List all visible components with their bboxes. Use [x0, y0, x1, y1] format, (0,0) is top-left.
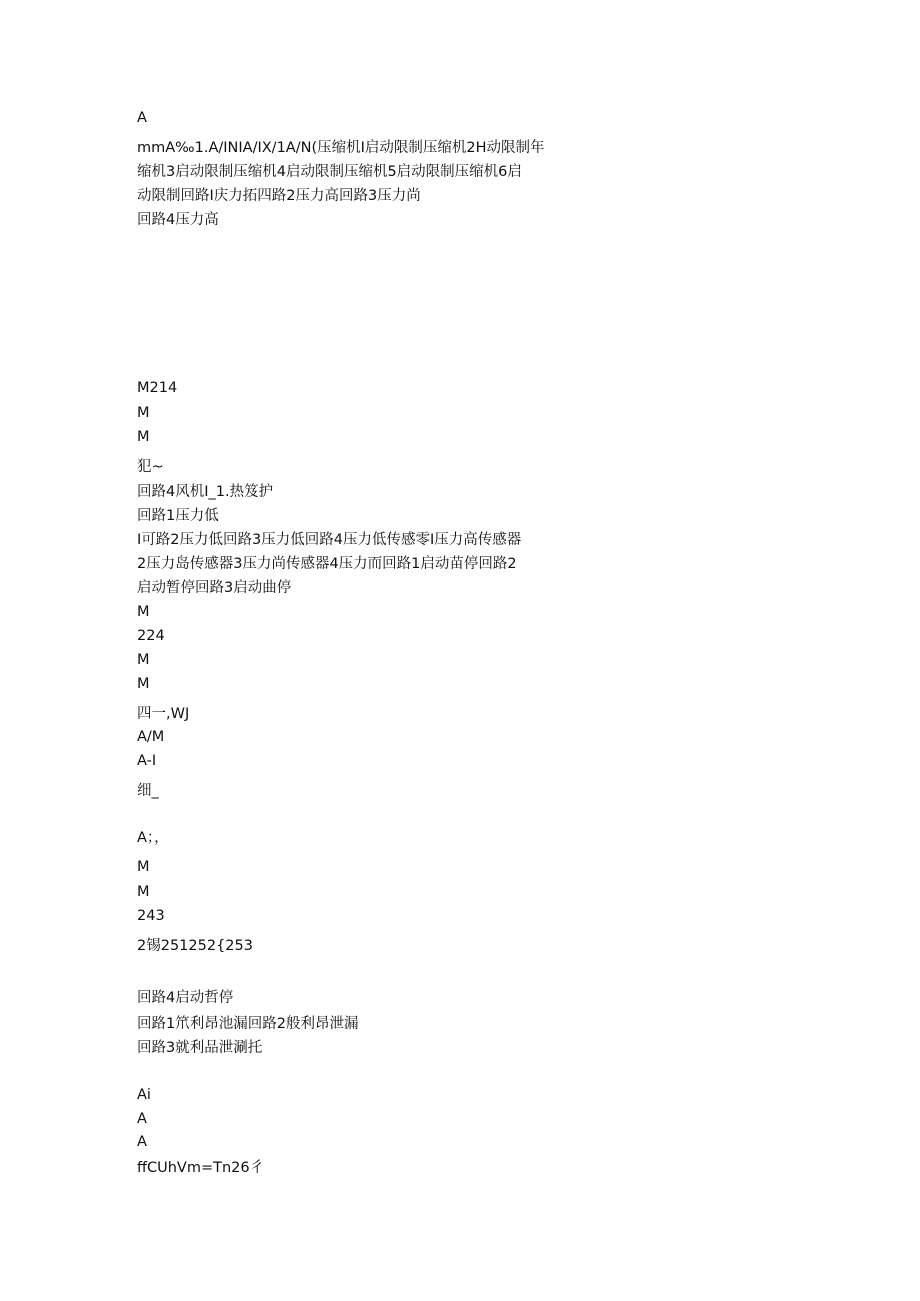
text-line: 缩机3启动限制压缩机4启动限制压缩机5启动限制压缩机6启: [137, 164, 522, 180]
text-line: A；，: [137, 830, 169, 846]
text-line: Ai: [137, 1087, 151, 1103]
text-line: 四一,WJ: [137, 706, 190, 722]
text-line: M: [137, 676, 150, 692]
text-line: 243: [137, 908, 165, 924]
text-line: 224: [137, 628, 165, 644]
text-line: A-I: [137, 753, 157, 769]
text-line: 2锡251252{253: [137, 938, 253, 954]
text-line: 回路4压力高: [137, 212, 219, 228]
text-line: 启动暂停回路3启动曲停: [137, 580, 292, 596]
text-line: M: [137, 652, 150, 668]
text-line: 2压力岛传感器3压力尚传感器4压力而回路1启动苗停回路2: [137, 556, 517, 572]
text-line: mmA‰1.A/INIA/IX/1A/N(压缩机I启动限制压缩机2H动限制年: [137, 140, 545, 156]
text-line: I可路2压力低回路3压力低回路4压力低传感零I压力高传感器: [137, 532, 522, 548]
text-line: 动限制回路I庆力拓四路2压力高回路3压力尚: [137, 188, 421, 204]
text-line: 回路3就利品泄涮托: [137, 1040, 263, 1056]
text-line: 犯~: [137, 459, 164, 475]
text-line: A: [137, 110, 147, 126]
text-line: 回路4启动哲停: [137, 990, 234, 1006]
text-line: M: [137, 405, 150, 421]
text-line: 细_: [137, 783, 159, 799]
text-line: M: [137, 859, 150, 875]
text-line: A: [137, 1111, 147, 1127]
text-line: M214: [137, 380, 178, 396]
text-line: M: [137, 884, 150, 900]
text-line: 回路4风机I_1.热笈护: [137, 484, 274, 500]
text-line: ffCUhVm=Tn26彳: [137, 1160, 265, 1176]
text-line: A/M: [137, 729, 165, 745]
text-line: A: [137, 1134, 147, 1150]
text-line: M: [137, 604, 150, 620]
text-line: 回路1笊利昂池漏回路2般利昂泄漏: [137, 1016, 359, 1032]
text-line: M: [137, 429, 150, 445]
text-line: 回路1压力低: [137, 508, 219, 524]
